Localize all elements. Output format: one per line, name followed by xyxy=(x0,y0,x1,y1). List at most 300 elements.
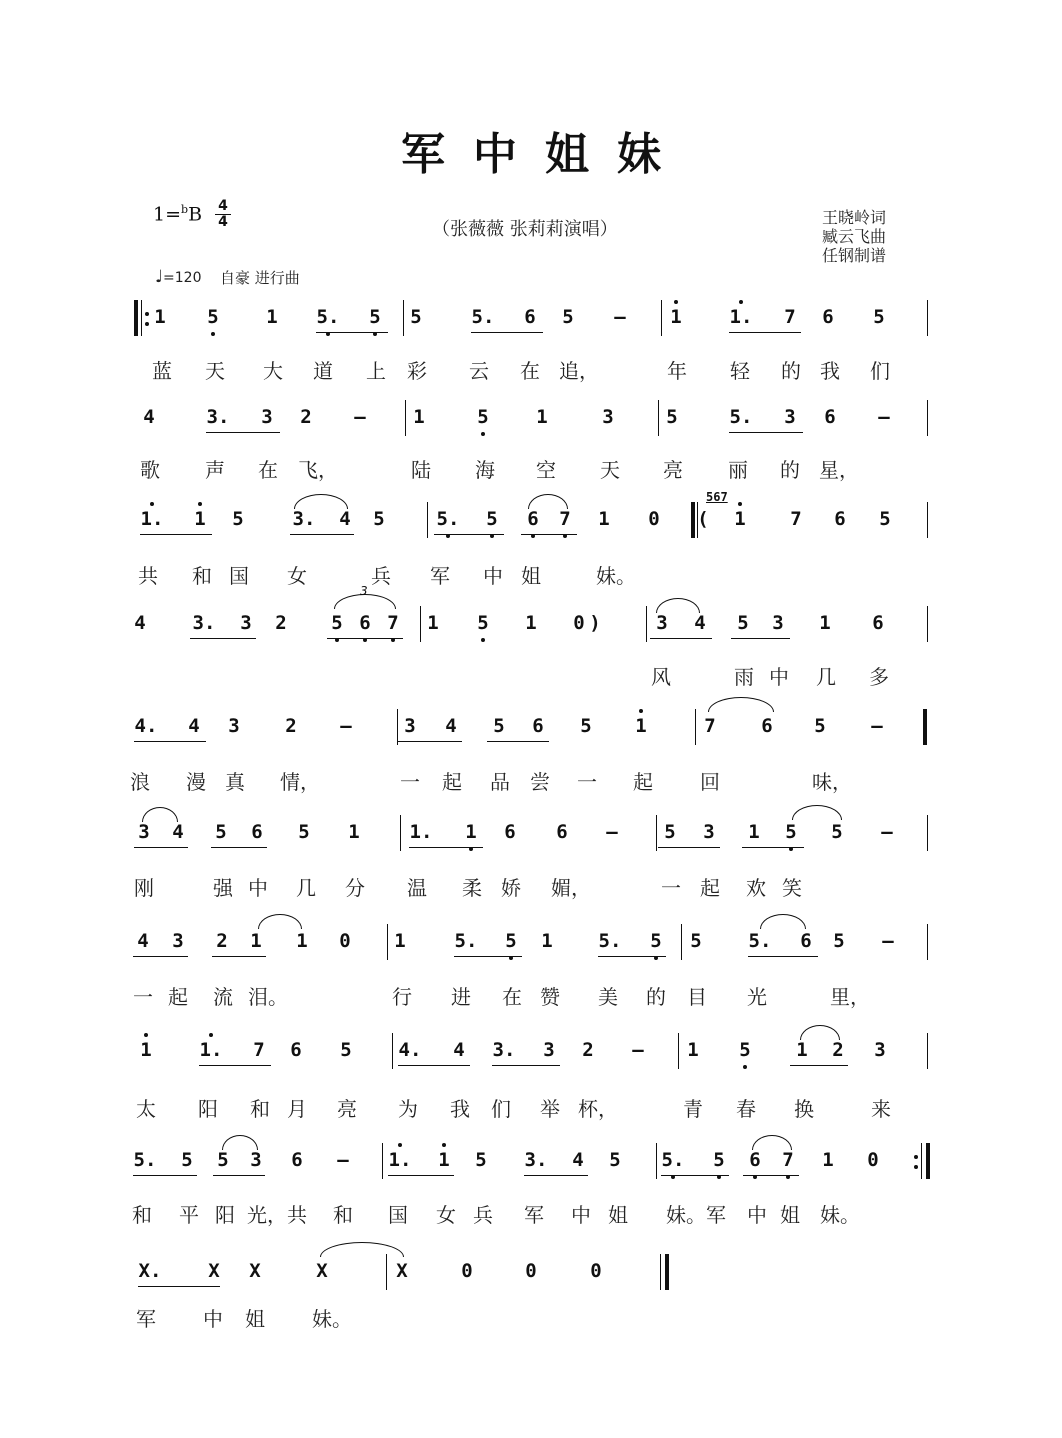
lyric-char: 来 xyxy=(871,1097,891,1121)
note: 6 xyxy=(251,821,263,843)
underline-eighth xyxy=(492,1065,560,1066)
note: 0 xyxy=(461,1260,473,1282)
lyric-char: 温 xyxy=(407,876,427,900)
note: 4. xyxy=(398,1039,422,1061)
note: 5. xyxy=(598,930,622,952)
final-barline xyxy=(665,1254,669,1290)
lyric-char: 多 xyxy=(869,665,889,689)
key-tone: B xyxy=(188,203,203,226)
note: 5 xyxy=(833,930,845,952)
note: 4 xyxy=(188,715,200,737)
note: 5 xyxy=(475,1149,487,1171)
note: 4 xyxy=(694,612,706,634)
note: 1 xyxy=(822,1149,834,1171)
time-signature-top: 4 xyxy=(218,198,228,214)
section-barline xyxy=(691,502,695,538)
note: 3. xyxy=(192,612,216,634)
lyric-char: 在 xyxy=(502,985,522,1009)
note: 6 xyxy=(834,508,846,530)
note: 5 xyxy=(181,1149,193,1171)
underline-eighth xyxy=(398,1065,470,1066)
note: 1 xyxy=(819,612,831,634)
slur xyxy=(708,697,774,712)
note: 6 xyxy=(872,612,884,634)
composer-credit: 臧云飞曲 xyxy=(822,227,887,246)
lyric-char: 中 xyxy=(483,564,503,588)
underline-eighth xyxy=(133,1175,197,1176)
note: 1 xyxy=(748,821,760,843)
score-row-8 xyxy=(130,1031,930,1077)
repeat-dots xyxy=(914,1155,918,1169)
note: 5 xyxy=(831,821,843,843)
note: 6 xyxy=(743,1149,767,1171)
note: X xyxy=(249,1260,261,1282)
lyric-char: 亮 xyxy=(663,458,683,482)
note: 1. xyxy=(199,1039,223,1061)
lyric-char: 举 xyxy=(540,1097,560,1121)
note: 5. xyxy=(454,930,478,952)
barline xyxy=(661,300,662,336)
underline-eighth xyxy=(327,638,403,639)
note: 4. xyxy=(134,715,158,737)
lyric-char: 中 xyxy=(203,1307,223,1331)
note: 3 xyxy=(602,406,614,428)
note: 3 xyxy=(250,1149,262,1171)
lyric-char: 和 xyxy=(192,564,212,588)
lyric-char: 和 xyxy=(333,1203,353,1227)
slur xyxy=(528,494,568,509)
note: 5 xyxy=(580,715,592,737)
note: ) xyxy=(589,612,601,634)
note: 1 xyxy=(536,406,548,428)
lyric-char: 平 xyxy=(179,1203,199,1227)
time-signature-bottom: 4 xyxy=(218,214,228,230)
lyric-char: 美 xyxy=(598,985,618,1009)
lyric-char: 们 xyxy=(491,1097,511,1121)
barline xyxy=(921,1143,922,1179)
flat-sign: b xyxy=(181,203,189,216)
score-row-4 xyxy=(130,584,930,650)
note: – xyxy=(881,821,893,843)
lyric-char: 雨 xyxy=(734,665,754,689)
lyric-char: 天 xyxy=(205,359,225,383)
underline-eighth xyxy=(729,432,803,433)
note: 5 xyxy=(298,821,310,843)
note: 6 xyxy=(761,715,773,737)
barline xyxy=(927,924,928,960)
lyric-char: 天 xyxy=(600,458,620,482)
note: 1 xyxy=(664,306,688,328)
lyric-char: 中 xyxy=(769,665,789,689)
note: 3 xyxy=(703,821,715,843)
lyric-char: 国 xyxy=(388,1203,408,1227)
lyric-char: 兵 xyxy=(473,1203,493,1227)
note: 1 xyxy=(459,821,483,843)
lyric-char: 大 xyxy=(263,359,283,383)
lyric-char: 柔 xyxy=(462,876,482,900)
note: X xyxy=(316,1260,328,1282)
lyric-line-1 xyxy=(130,355,930,385)
lyric-line-5 xyxy=(130,766,930,796)
note: 5 xyxy=(373,508,385,530)
barline xyxy=(927,606,928,642)
note: 6 xyxy=(532,715,544,737)
lyric-line-3 xyxy=(130,560,930,590)
underline-eighth xyxy=(434,534,504,535)
lyric-char: 行 xyxy=(392,985,412,1009)
slur xyxy=(800,1025,840,1040)
score-row-9 xyxy=(130,1141,930,1187)
lyric-char: 一 xyxy=(133,985,153,1009)
slur xyxy=(222,1135,258,1150)
note: – xyxy=(614,306,626,328)
lyric-char: 月 xyxy=(287,1097,307,1121)
note: 1 xyxy=(427,612,439,634)
note: 5 xyxy=(471,406,495,428)
underline-eighth xyxy=(290,534,354,535)
note: 5 xyxy=(363,306,387,328)
lyric-char: 妹。军 xyxy=(666,1203,726,1227)
lyric-char: 姐 xyxy=(608,1203,628,1227)
lyric-char: 尝 xyxy=(530,770,550,794)
underline-eighth xyxy=(742,847,804,848)
lyric-char: 在 xyxy=(520,359,540,383)
note: 1 xyxy=(525,612,537,634)
repeat-end-barline xyxy=(926,1143,930,1179)
note: 5 xyxy=(562,306,574,328)
note: 1 xyxy=(629,715,653,737)
underline-eighth xyxy=(398,741,462,742)
note: 6 xyxy=(353,612,377,634)
note: 5. xyxy=(748,930,772,952)
barline xyxy=(382,1143,383,1179)
lyric-line-4 xyxy=(130,661,930,691)
note: 5 xyxy=(664,821,676,843)
grace-notes: 567 xyxy=(706,490,728,504)
underline-eighth xyxy=(748,956,818,957)
note: 5 xyxy=(733,1039,757,1061)
lyric-char: 妹。 xyxy=(820,1203,860,1227)
lyric-char: 蓝 xyxy=(152,359,172,383)
underline-eighth xyxy=(658,847,720,848)
barline xyxy=(141,300,142,336)
note: 3 xyxy=(261,406,273,428)
note: 5 xyxy=(644,930,668,952)
lyric-char: 飞， xyxy=(298,458,338,482)
note: 5 xyxy=(410,306,422,328)
note: 3. xyxy=(492,1039,516,1061)
note: X xyxy=(208,1260,220,1282)
note: – xyxy=(354,406,366,428)
note: 5 xyxy=(779,821,803,843)
score-row-1 xyxy=(130,298,930,344)
note: 4 xyxy=(572,1149,584,1171)
lyric-char: 几 xyxy=(816,665,836,689)
note: 5 xyxy=(873,306,885,328)
underline-eighth xyxy=(212,956,266,957)
credits xyxy=(822,208,886,265)
note: 4 xyxy=(134,612,146,634)
score-row-10 xyxy=(130,1252,930,1298)
note: 0 xyxy=(339,930,351,952)
lyric-char: 阳 xyxy=(198,1097,218,1121)
note: 7 xyxy=(253,1039,265,1061)
lyricist-credit: 王晓岭词 xyxy=(822,208,887,227)
barline xyxy=(656,1143,657,1179)
lyric-char: 青 xyxy=(683,1097,703,1121)
lyric-char: 在 xyxy=(258,458,278,482)
lyric-char: 漫 xyxy=(186,770,206,794)
note: 1 xyxy=(687,1039,699,1061)
note: 6 xyxy=(521,508,545,530)
lyric-char: 女 xyxy=(436,1203,456,1227)
note: 1. xyxy=(729,306,753,328)
note: 1 xyxy=(188,508,212,530)
barline xyxy=(405,400,406,436)
note: 3 xyxy=(543,1039,555,1061)
barline xyxy=(927,400,928,436)
lyric-char: 为 xyxy=(398,1097,418,1121)
lyric-char: 欢 xyxy=(746,876,766,900)
note: – xyxy=(882,930,894,952)
note: 5 xyxy=(232,508,244,530)
note: 6 xyxy=(822,306,834,328)
note: 5 xyxy=(493,715,505,737)
lyric-char: 一 xyxy=(400,770,420,794)
note: 7 xyxy=(776,1149,800,1171)
note: 5 xyxy=(471,612,495,634)
note: 1 xyxy=(394,930,406,952)
lyric-char: 共 xyxy=(138,564,158,588)
note: – xyxy=(632,1039,644,1061)
underline-eighth xyxy=(199,1065,271,1066)
triplet-marker: 3 xyxy=(360,584,368,598)
underline-eighth xyxy=(134,847,188,848)
lyric-line-8 xyxy=(130,1093,930,1123)
note: 3 xyxy=(874,1039,886,1061)
lyric-char: 刚 xyxy=(134,876,154,900)
lyric-char: 的 xyxy=(781,359,801,383)
lyric-char: 和 xyxy=(250,1097,270,1121)
slur xyxy=(294,494,348,509)
note: 5 xyxy=(737,612,749,634)
time-signature xyxy=(214,199,232,230)
underline-eighth xyxy=(521,534,577,535)
lyric-char: 妹。 xyxy=(596,564,636,588)
note: 5. xyxy=(316,306,340,328)
underline-eighth xyxy=(138,1286,220,1287)
note: 1 xyxy=(266,306,278,328)
barline xyxy=(927,502,928,538)
note: 2 xyxy=(582,1039,594,1061)
lyric-char: 女 xyxy=(287,564,307,588)
note: 5. xyxy=(471,306,495,328)
note: 0 xyxy=(573,612,585,634)
lyric-char: 几 xyxy=(296,876,316,900)
underline-eighth xyxy=(650,638,712,639)
lyric-char: 彩 xyxy=(407,359,427,383)
note: 2 xyxy=(832,1039,844,1061)
lyric-char: 真 xyxy=(225,770,245,794)
note: 0 xyxy=(648,508,660,530)
note: 5 xyxy=(217,1149,229,1171)
lyric-char: 云 xyxy=(469,359,489,383)
note: 1. xyxy=(409,821,433,843)
note: 5 xyxy=(814,715,826,737)
lyric-char: 起 xyxy=(168,985,188,1009)
lyric-char: 娇 xyxy=(501,876,521,900)
note: 1 xyxy=(134,1039,158,1061)
score-row-7 xyxy=(130,922,930,968)
lyric-char: 起 xyxy=(633,770,653,794)
note: 5 xyxy=(879,508,891,530)
note: ( xyxy=(697,508,709,530)
note: 1 xyxy=(541,930,553,952)
lyric-char: 和 xyxy=(132,1203,152,1227)
underline-eighth xyxy=(388,1175,454,1176)
underline-eighth xyxy=(661,1175,729,1176)
lyric-line-6 xyxy=(130,872,930,902)
note: 5 xyxy=(215,821,227,843)
note: 6 xyxy=(824,406,836,428)
lyric-char: 我 xyxy=(820,359,840,383)
underline-eighth xyxy=(487,741,549,742)
slur xyxy=(258,914,302,929)
style-marking: 自豪 进行曲 xyxy=(220,269,300,287)
quarter-note-icon: ♩ xyxy=(155,267,164,287)
note: 4 xyxy=(172,821,184,843)
note: 5 xyxy=(666,406,678,428)
note: 7 xyxy=(381,612,405,634)
key-prefix: 1= xyxy=(153,203,182,226)
tie xyxy=(320,1242,404,1257)
note: 5. xyxy=(661,1149,685,1171)
note: – xyxy=(878,406,890,428)
note: 2 xyxy=(275,612,287,634)
note: – xyxy=(340,715,352,737)
lyric-char: 的 xyxy=(780,458,800,482)
note: 3 xyxy=(240,612,252,634)
note: 5. xyxy=(133,1149,157,1171)
note: 1 xyxy=(728,508,752,530)
note: 0 xyxy=(590,1260,602,1282)
score-row-3 xyxy=(130,490,930,546)
note: 1 xyxy=(296,930,308,952)
barline xyxy=(927,300,928,336)
lyric-char: 道 xyxy=(313,359,333,383)
note: 3. xyxy=(206,406,230,428)
note: 1 xyxy=(432,1149,456,1171)
note: 5 xyxy=(201,306,225,328)
slur xyxy=(760,914,806,929)
barline xyxy=(646,606,647,642)
note: X. xyxy=(138,1260,162,1282)
barline xyxy=(392,1033,393,1069)
barline xyxy=(427,502,428,538)
lyric-char: 换 xyxy=(794,1097,814,1121)
underline-eighth xyxy=(316,332,388,333)
note: 1 xyxy=(250,930,262,952)
lyric-char: 媚， xyxy=(551,876,591,900)
lyric-char: 流 xyxy=(213,985,233,1009)
lyric-char: 中 xyxy=(747,1203,767,1227)
note: 3 xyxy=(228,715,240,737)
note: 3. xyxy=(292,508,316,530)
lyric-char: 星， xyxy=(819,458,859,482)
tempo-marking xyxy=(155,267,201,287)
performers: （张薇薇 张莉莉演唱） xyxy=(432,219,618,240)
note: 6 xyxy=(800,930,812,952)
lyric-line-10 xyxy=(130,1303,930,1333)
note: 3 xyxy=(138,821,150,843)
note: 3 xyxy=(656,612,668,634)
note: 2 xyxy=(285,715,297,737)
lyric-char: 姐 xyxy=(521,564,541,588)
lyric-char: 浪 xyxy=(130,770,150,794)
underline-eighth xyxy=(790,1065,848,1066)
underline-eighth xyxy=(211,847,267,848)
lyric-char: 起 xyxy=(442,770,462,794)
note: X xyxy=(396,1260,408,1282)
note: 1 xyxy=(154,306,166,328)
lyric-char: 目 xyxy=(687,985,707,1009)
lyric-char: 国 xyxy=(229,564,249,588)
lyric-char: 光 xyxy=(747,985,767,1009)
note: 5. xyxy=(729,406,753,428)
barline xyxy=(658,400,659,436)
underline-eighth xyxy=(134,741,206,742)
barline xyxy=(400,815,401,851)
arranger-credit: 任钢制谱 xyxy=(822,246,887,265)
lyric-char: 春 xyxy=(736,1097,756,1121)
underline-eighth xyxy=(731,638,790,639)
underline-eighth xyxy=(524,1175,588,1176)
note: 5. xyxy=(436,508,460,530)
lyric-char: 我 xyxy=(450,1097,470,1121)
note: 7 xyxy=(553,508,577,530)
note: 2 xyxy=(300,406,312,428)
lyric-char: 一 xyxy=(661,876,681,900)
note: 4 xyxy=(453,1039,465,1061)
lyric-char: 一 xyxy=(577,770,597,794)
note: 3 xyxy=(404,715,416,737)
slur xyxy=(752,1135,792,1150)
lyric-char: 光，共 xyxy=(247,1203,307,1227)
underline-eighth xyxy=(206,432,280,433)
lyric-char: 空 xyxy=(536,458,556,482)
note: 1. xyxy=(140,508,164,530)
note: 5 xyxy=(690,930,702,952)
underline-eighth xyxy=(409,847,483,848)
note: 2 xyxy=(216,930,228,952)
note: 7 xyxy=(790,508,802,530)
note: 4 xyxy=(339,508,351,530)
note: 7 xyxy=(784,306,796,328)
lyric-line-2 xyxy=(130,454,930,484)
score-row-6 xyxy=(130,813,930,859)
note: 5 xyxy=(609,1149,621,1171)
lyric-char: 分 xyxy=(345,876,365,900)
underline-eighth xyxy=(729,332,801,333)
lyric-char: 风 xyxy=(651,665,671,689)
note: 6 xyxy=(556,821,568,843)
note: 6 xyxy=(504,821,516,843)
lyric-char: 军 xyxy=(430,564,450,588)
tempo-value: =120 xyxy=(163,270,202,286)
lyric-char: 妹。 xyxy=(312,1307,352,1331)
note: 4 xyxy=(445,715,457,737)
lyric-char: 味， xyxy=(812,770,852,794)
